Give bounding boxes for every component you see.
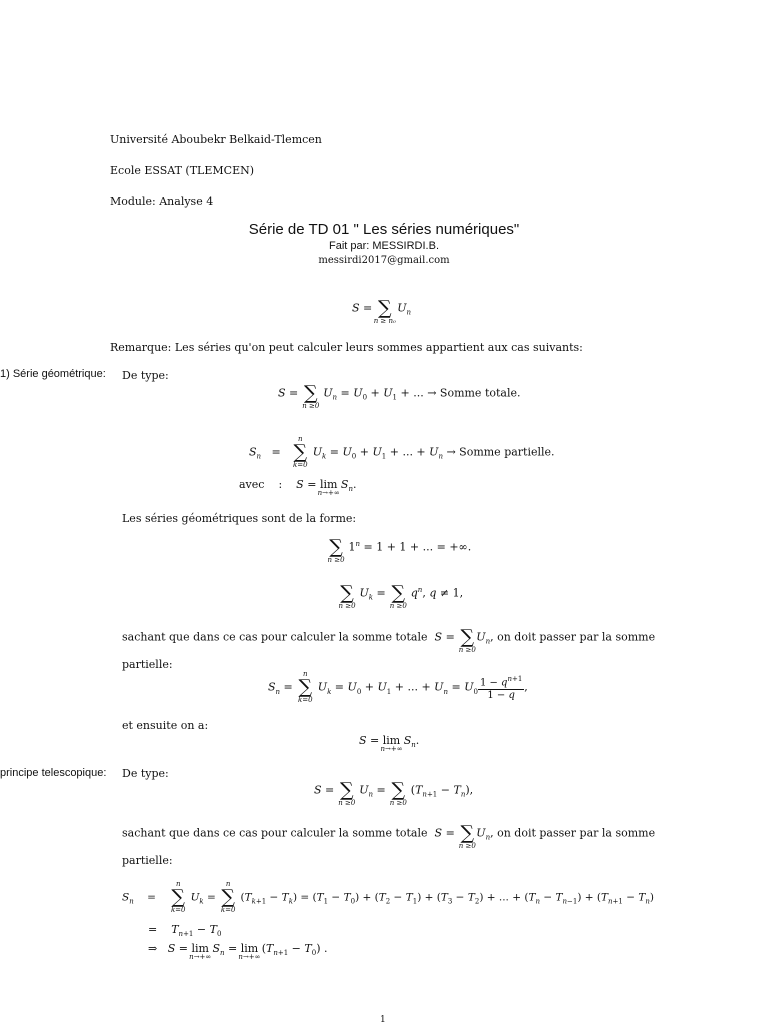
- section-telescopic-type: De type:: [122, 767, 169, 780]
- author-email: messirdi2017@gmail.com: [318, 255, 450, 266]
- total-sum-label: → Somme totale.: [427, 386, 521, 400]
- sachant-line-1: sachant que dans ce cas pour calculer la somme totale S = ∑ n ≥0 $U_n$, on doit passer par la somme: [122, 626, 656, 654]
- formula-series-definition: S = ∑ n ≥ n₀ $U_n$: [352, 297, 412, 325]
- formula-sum-ones: ∑ n ≥0 $1^n = 1 + 1$ + ... = +∞.: [327, 536, 472, 564]
- colon: :: [278, 478, 283, 491]
- formula-total-sum: S = ∑ n ≥0 $U_n = U_0 + U_1$ + ... → Somme totale.: [278, 382, 521, 410]
- formula-telescopic-line-2: = $T_{n+1} - T_0$: [148, 923, 222, 939]
- geometric-form-text: Les séries géométriques sont de la forme:: [122, 512, 357, 525]
- avec-label: avec: [239, 478, 265, 491]
- partial-sum-label: → Somme partielle.: [446, 445, 555, 459]
- formula-telescopic-line-1: $S_n$ = n ∑ k=0 $U_k$ = n ∑ k=0 $(T_{k+1} - T_k) = (T_1 - T_0) + (T_2 - T_1) + (T_3 - T_2)$ + ... + $(T_n - T_{n-1}) + (T_{n+1} - T_n)$: [122, 880, 654, 914]
- partielle-text-2: partielle:: [122, 854, 173, 867]
- school-name: Ecole ESSAT (TLEMCEN): [110, 164, 255, 177]
- formula-limit-def: avec : S = lim n→+∞ $S_n$.: [239, 478, 357, 497]
- section-telescopic-label: principe telescopique:: [0, 767, 107, 779]
- formula-telescopic-line-3: ⇒ S = lim n→+∞ $S_n = \lim$ n→+∞ $(T_{n+1} - T_0)$ .: [148, 942, 328, 961]
- formula-geometric-general: ∑ n ≥0 $U_k$ = ∑ n ≥0 $q^n$, q ≠ 1,: [338, 582, 464, 610]
- section-geometric-label: 1) Série géométrique:: [0, 368, 106, 380]
- sachant-text-b: , on doit passer par la somme: [490, 630, 656, 644]
- ensuite-text: et ensuite on a:: [122, 719, 209, 732]
- university-name: Université Aboubekr Belkaid-Tlemcen: [110, 133, 322, 146]
- formula-partial-sum: $S_n$ = n ∑ k=0 $U_k = U_0 + U_1$ + ... + $U_n$ → Somme partielle.: [249, 435, 555, 469]
- section-geometric-type: De type:: [122, 369, 169, 382]
- sachant-line-2: sachant que dans ce cas pour calculer la somme totale S = ∑ n ≥0 $U_n$, on doit passer par la somme: [122, 822, 656, 850]
- sachant-text-b-2: , on doit passer par la somme: [490, 826, 656, 840]
- remark-text: Remarque: Les séries qu'on peut calculer leurs sommes appartient aux cas suivants:: [110, 341, 583, 354]
- formula-geometric-partial: $S_n$ = n ∑ k=0 $U_k = U_0 + U_1$ + ... + $U_n = U_0$ $\frac{1 - q^{n+1}}{1 - q}$ ,: [268, 670, 528, 705]
- formula-limit-2: S = lim n→+∞ $S_n$.: [359, 734, 420, 753]
- author-line: Fait par: MESSIRDI.B.: [328, 240, 440, 252]
- page-number: 1: [380, 1015, 386, 1025]
- page-title: Série de TD 01 " Les séries numériques": [248, 221, 520, 238]
- formula-telescopic-def: S = ∑ n ≥0 $U_n$ = ∑ n ≥0 $(T_{n+1} - T_n)$,: [314, 779, 474, 807]
- sachant-text-a-2: sachant que dans ce cas pour calculer la somme totale: [122, 826, 428, 840]
- module-name: Module: Analyse 4: [110, 195, 214, 208]
- sachant-text-a: sachant que dans ce cas pour calculer la somme totale: [122, 630, 428, 644]
- partielle-text-1: partielle:: [122, 658, 173, 671]
